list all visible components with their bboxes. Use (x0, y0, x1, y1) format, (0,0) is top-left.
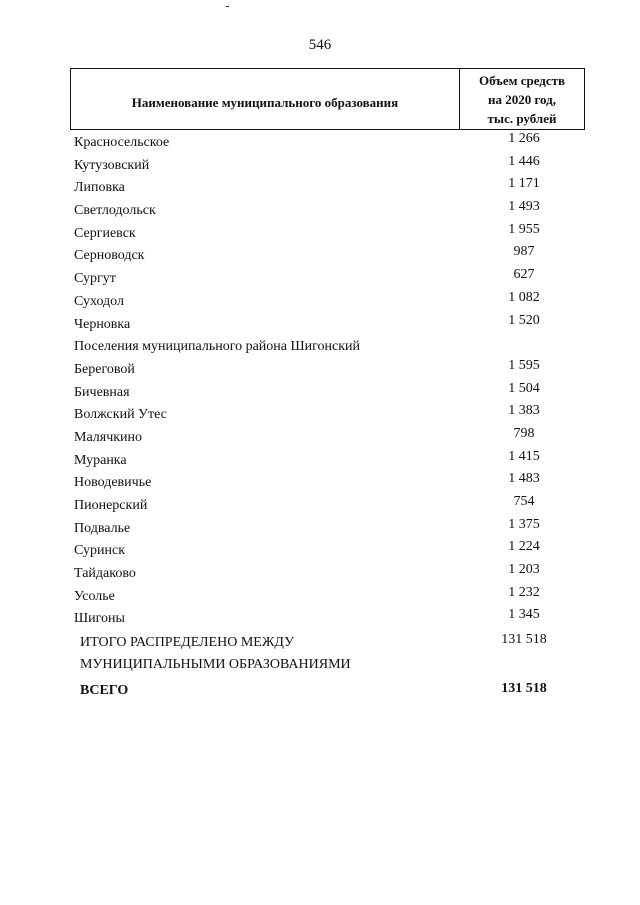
table-row (0, 402, 640, 425)
table-row (0, 538, 640, 561)
table-row (0, 175, 640, 198)
page-number: 546 (308, 37, 332, 53)
row-name: Усолье (74, 588, 115, 604)
header-name-column: Наименование муниципального образования (71, 69, 460, 129)
row-name: Сергиевск (74, 225, 136, 241)
row-value: 987 (513, 244, 535, 260)
row-name: Кутузовский (74, 157, 150, 173)
table-row (0, 561, 640, 584)
row-name: Волжский Утес (74, 407, 167, 423)
table-row (0, 493, 640, 516)
row-name: Шигоны (74, 611, 125, 627)
table-row (0, 516, 640, 539)
table-row (0, 243, 640, 266)
table-row (0, 584, 640, 607)
table-row (0, 130, 640, 153)
row-value: 1 224 (508, 539, 540, 555)
row-value: 1 082 (508, 289, 540, 305)
total-distributed-row (0, 632, 640, 672)
row-value: 1 171 (508, 176, 540, 192)
total-distributed-value: 131 518 (501, 632, 547, 647)
table-body (0, 130, 640, 629)
row-value: 1 203 (508, 562, 540, 578)
row-value: 1 415 (508, 448, 540, 464)
table-row (0, 448, 640, 471)
row-value: 1 955 (508, 221, 540, 237)
row-name: Муранка (74, 452, 127, 468)
table-header (70, 68, 585, 130)
row-value: 1 266 (508, 131, 540, 146)
row-name: Липовка (74, 180, 125, 196)
row-value: 1 446 (508, 153, 540, 169)
table-row (0, 312, 640, 335)
row-name: Светлодольск (74, 203, 156, 219)
scan-speck (226, 6, 229, 7)
table-row (0, 470, 640, 493)
table-row (0, 266, 640, 289)
table-row (0, 606, 640, 629)
table-row (0, 425, 640, 448)
row-name: Суходол (74, 293, 124, 309)
total-distributed-label-line2: МУНИЦИПАЛЬНЫМИ ОБРАЗОВАНИЯМИ (80, 657, 351, 672)
row-value: 627 (513, 267, 535, 283)
row-name: Черновка (74, 316, 131, 332)
row-name: Поселения муниципального района Шигонский (74, 339, 361, 355)
row-name: Малячкино (74, 429, 143, 445)
row-name: Бичевная (74, 384, 130, 400)
table-row (0, 198, 640, 221)
grand-total-value: 131 518 (501, 681, 547, 696)
table-row (0, 153, 640, 176)
row-name: Сургут (74, 271, 116, 287)
table-row (0, 334, 640, 357)
row-value: 754 (513, 494, 535, 509)
row-value: 1 345 (508, 607, 540, 623)
table-row (0, 221, 640, 244)
row-value: 1 493 (508, 199, 540, 215)
row-value: 1 483 (508, 471, 540, 487)
row-name: Новодевичье (74, 475, 152, 491)
grand-total-row (0, 681, 640, 701)
total-distributed-label-line1: ИТОГО РАСПРЕДЕЛЕНО МЕЖДУ (80, 635, 294, 650)
row-value: 798 (513, 425, 535, 441)
row-name: Красносельское (74, 135, 170, 150)
row-value: 1 232 (508, 584, 540, 600)
total-distributed-label (80, 632, 351, 676)
row-value: 1 595 (508, 357, 540, 373)
row-value: 1 504 (508, 380, 540, 396)
row-name: Подвалье (74, 520, 131, 536)
table-row (0, 357, 640, 380)
row-name: Суринск (74, 543, 125, 559)
row-value: 1 383 (508, 403, 540, 419)
table-row (0, 289, 640, 312)
grand-total-label: ВСЕГО (80, 683, 129, 698)
row-name: Пионерский (74, 498, 148, 513)
header-value-column: Объем средств на 2020 год, тыс. рублей (478, 72, 566, 126)
row-name: Береговой (74, 361, 135, 377)
row-value: 1 520 (508, 312, 540, 328)
row-name: Серноводск (74, 248, 145, 264)
row-value: 1 375 (508, 516, 540, 532)
row-name: Тайдаково (74, 566, 136, 582)
table-row (0, 380, 640, 403)
